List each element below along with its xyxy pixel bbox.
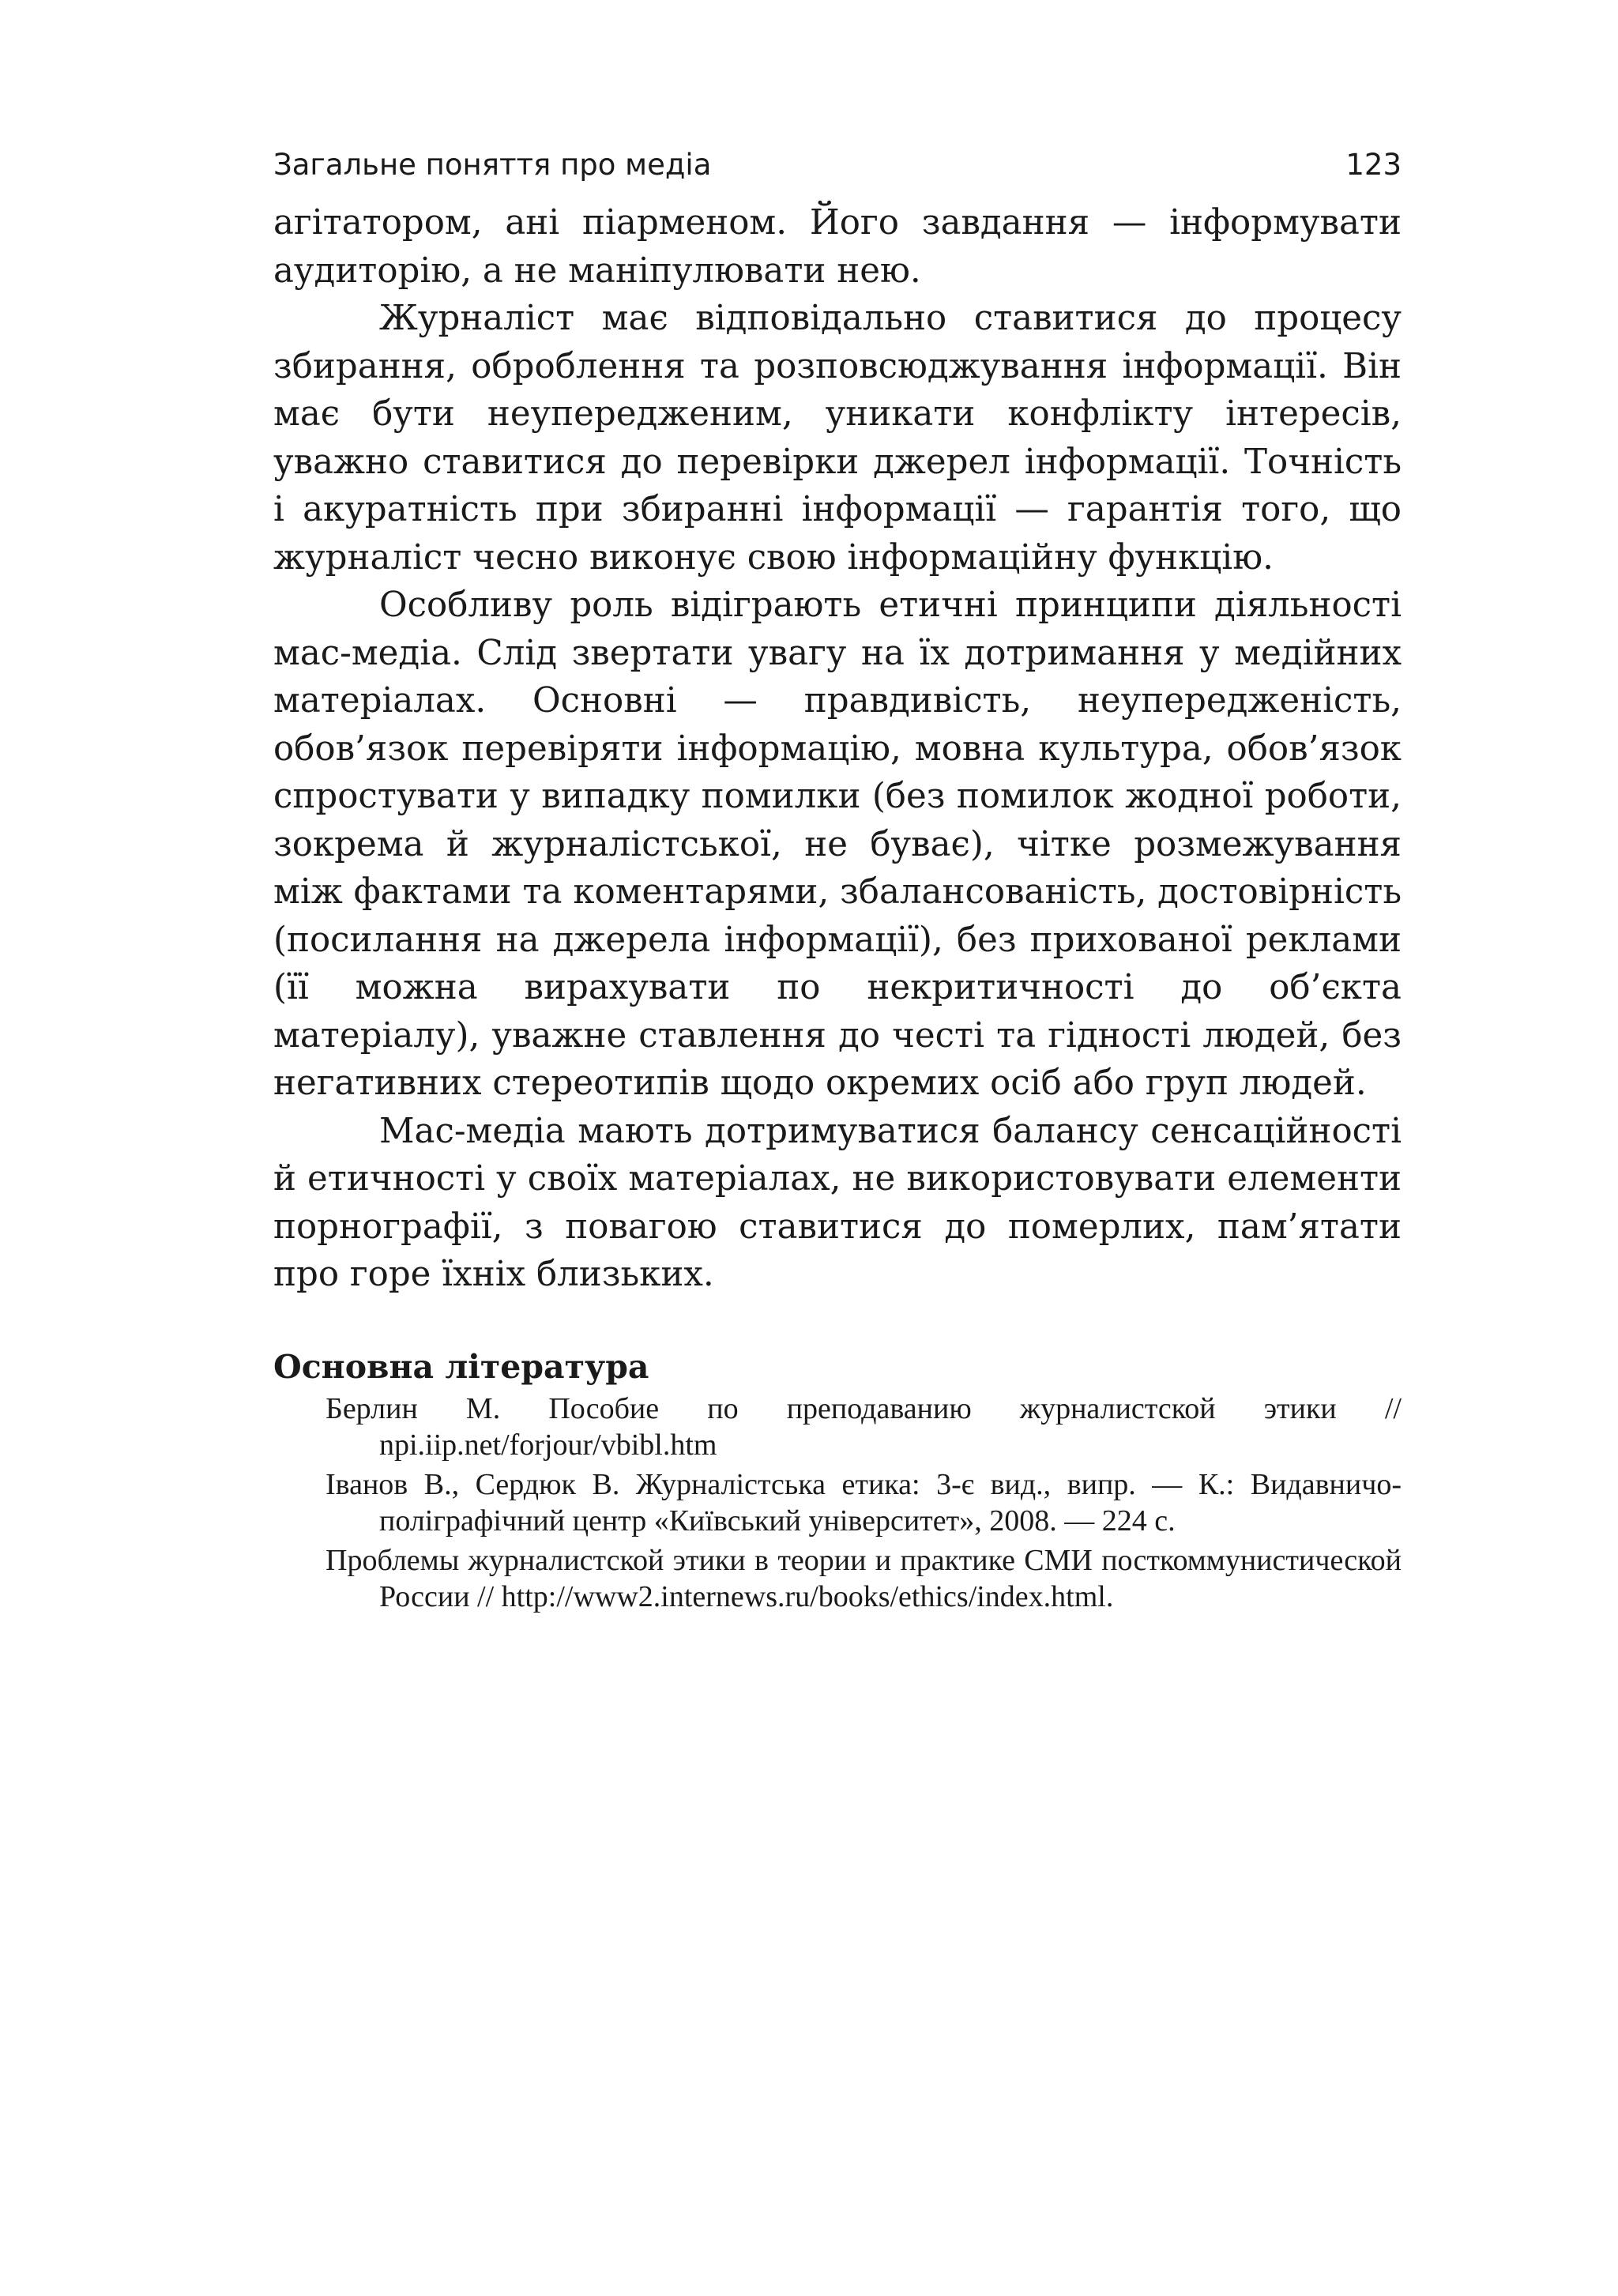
- literature-item: Проблемы журналистской этики в теории и практике СМИ посткоммунистической России // http://www2.internews.ru/books/ethics/index.html.: [325, 1543, 1402, 1613]
- literature-list: [273, 1391, 1402, 1615]
- literature-heading: Основна література: [273, 1347, 649, 1386]
- book-page: [273, 147, 1402, 1618]
- literature-item: Іванов В., Сердюк В. Журналістська етика: 3-є вид., випр. — К.: Видавничо-поліграфічний центр «Київський університет», 2008. — 224 с.: [325, 1467, 1402, 1538]
- page-number: 123: [1345, 148, 1402, 182]
- paragraph-continuation: агітатором, ані піарменом. Його завдання — інформувати аудиторію, а не маніпулювати нею.: [273, 203, 1402, 291]
- running-head: [273, 147, 1402, 183]
- body-text: [273, 199, 1402, 1299]
- paragraph: Мас-медіа мають дотримуватися балансу сенсаційності й етичності у своїх матеріалах, не використовувати елементи порнографії, з повагою ставитися до померлих, пам’ятати про горе їхніх близьких.: [273, 1111, 1402, 1294]
- literature-item: Берлин М. Пособие по преподаванию журналистской этики // npi.iip.net/forjour/vbibl.htm: [325, 1391, 1402, 1462]
- chapter-title: Загальне поняття про медіа: [273, 148, 712, 182]
- paragraph: Журналіст має відповідально ставитися до процесу збирання, оброблення та розповсюджування інформації. Він має бути неупередженим, уникати конфлікту інтересів, уважно ставитися до перевірки джерел інформації. Точність і акуратність при збиранні інформації — гарантія того, що журналіст чесно виконує свою інформаційну функцію.: [273, 299, 1402, 578]
- paragraph: Особливу роль відіграють етичні принципи діяльності мас-медіа. Слід звертати увагу на їх дотримання у медійних матеріалах. Основні — правдивість, неупередженість, обов’язок перевіряти інформацію, мовна культура, обов’язок спростувати у випадку помилки (без помилок жодної роботи, зокрема й журналістської, не буває), чітке розмежування між фактами та коментарями, збалансованість, достовірність (посилання на джерела інформації), без прихованої реклами (її можна вирахувати по некритичності до об’єкта матеріалу), уважне ставлення до честі та гідності людей, без негативних стереотипів щодо окремих осіб або груп людей.: [273, 585, 1402, 1103]
